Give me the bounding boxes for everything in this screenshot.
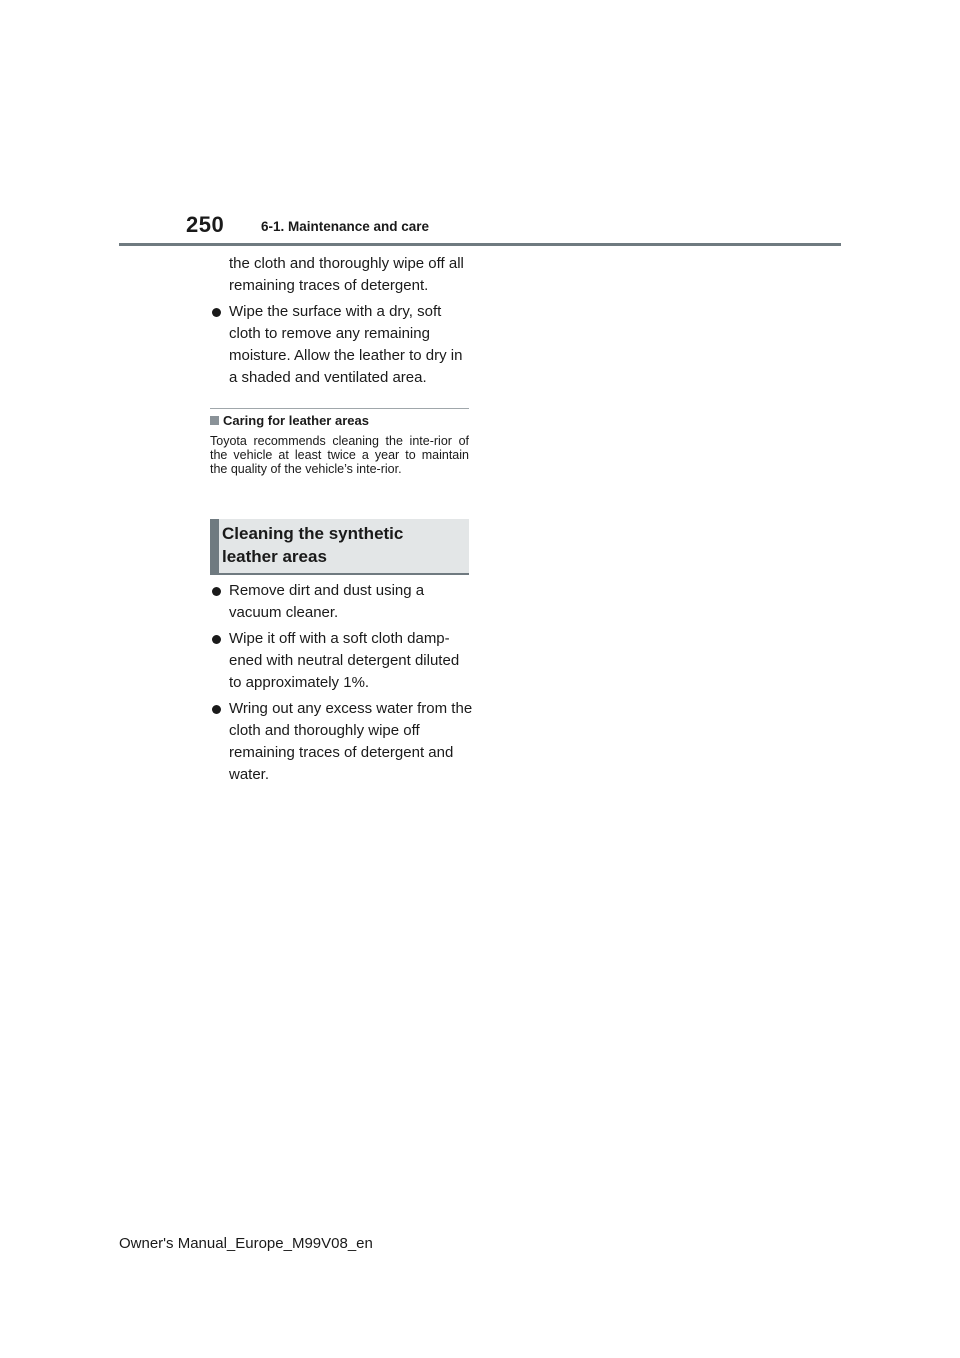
list-item-text: Wipe it off with a soft cloth damp-ened with neutral detergent diluted to approximately 1%. (229, 630, 460, 691)
section-heading: Cleaning the synthetic leather areas (222, 524, 404, 566)
list-item-text: Remove dirt and dust using a vacuum cleaner. (229, 582, 425, 621)
list-item-text: Wring out any excess water from the cloth and thoroughly wipe off remaining traces of detergent and water. (229, 700, 473, 783)
bullet-icon (212, 587, 221, 596)
list-item-text: Wipe the surface with a dry, soft cloth to remove any remaining moisture. Allow the leather to dry in a shaded and ventilated area. (229, 303, 463, 386)
section-heading-box (210, 519, 469, 575)
list-item (210, 580, 474, 624)
bullet-icon (212, 635, 221, 644)
list-item (210, 698, 474, 786)
bullet-icon (212, 705, 221, 714)
footer-text: Owner's Manual_Europe_M99V08_en (119, 1235, 373, 1252)
section-heading-bar (210, 519, 219, 575)
section-title: 6-1. Maintenance and care (261, 219, 430, 234)
header-divider (119, 243, 841, 246)
list-item (210, 628, 474, 694)
continued-paragraph: the cloth and thoroughly wipe off all remaining traces of detergent. (229, 255, 464, 294)
note-heading-label: Caring for leather areas (223, 413, 369, 428)
bullet-icon (212, 308, 221, 317)
note-divider (210, 408, 469, 409)
note-text: Toyota recommends cleaning the inte-rior of the vehicle at least twice a year to maintain the quality of the vehicle’s inte-rior. (210, 434, 469, 476)
square-bullet-icon (210, 416, 219, 425)
page-number: 250 (186, 212, 225, 237)
note-heading (210, 413, 369, 428)
list-item (210, 301, 474, 389)
